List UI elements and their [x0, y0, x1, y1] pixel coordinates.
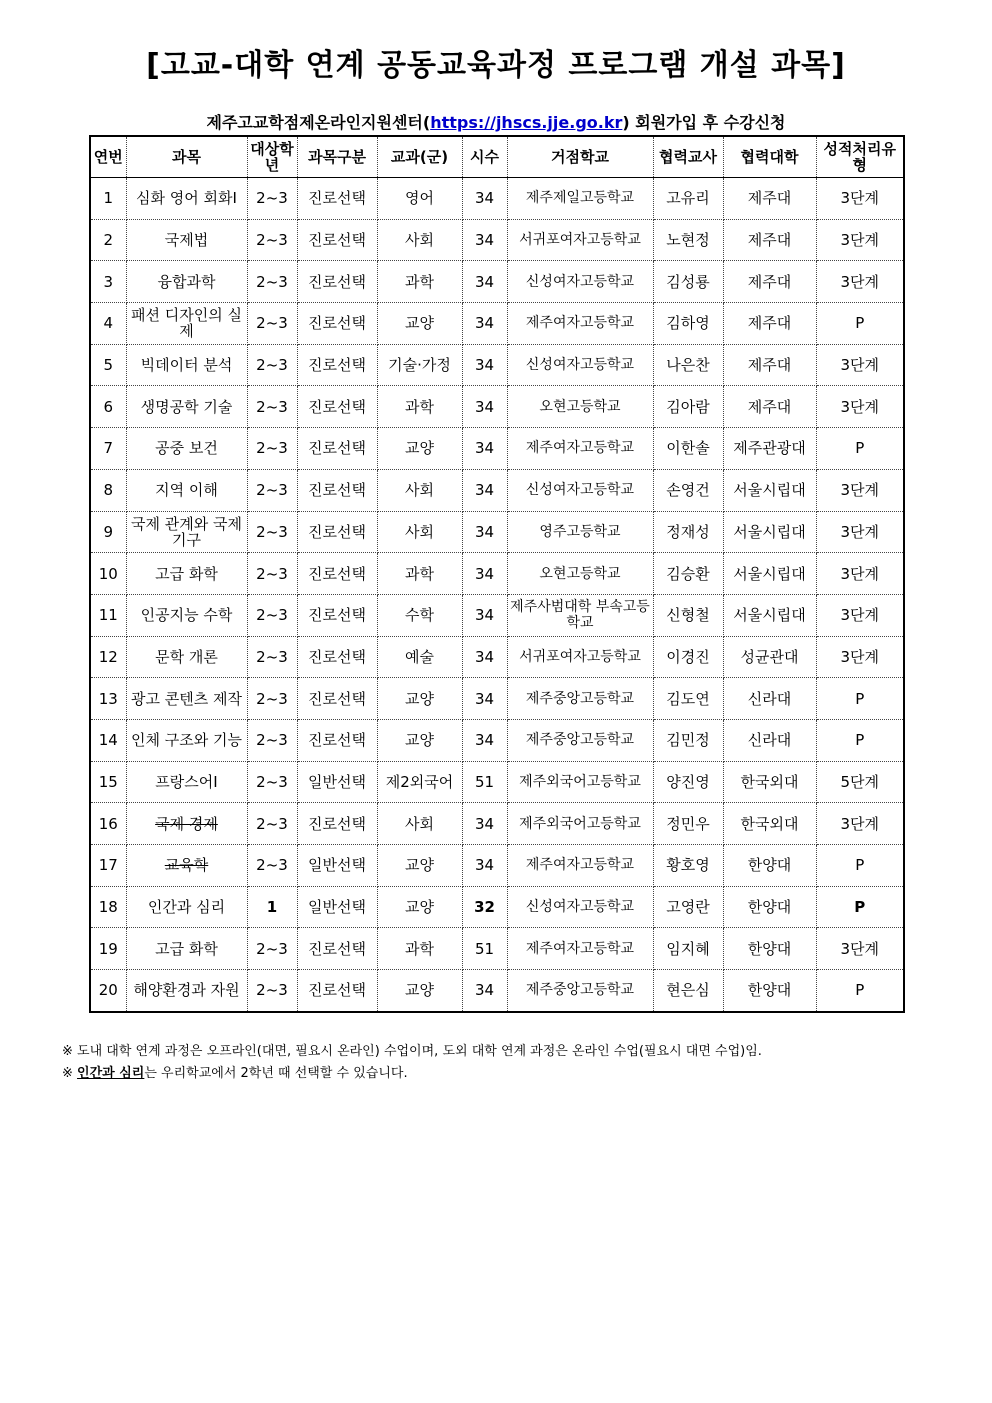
row-hours: 51: [462, 761, 507, 803]
row-subject: 융합과학: [126, 261, 247, 303]
row-field: 교양: [377, 719, 462, 761]
instruction-prefix: 제주고교학점제온라인지원센터(: [206, 113, 431, 132]
table-row: [90, 511, 904, 553]
table-header-row: [90, 136, 904, 178]
row-school: 신성여자고등학교: [507, 469, 653, 511]
row-grading: P: [816, 428, 904, 470]
row-hours: 34: [462, 261, 507, 303]
row-grading: 3단계: [816, 553, 904, 595]
table-row: [90, 553, 904, 595]
row-category: 진로선택: [297, 636, 377, 678]
row-grade: 2~3: [247, 719, 297, 761]
row-subject: 지역 이해: [126, 469, 247, 511]
row-teacher: 손영건: [653, 469, 723, 511]
row-field: 사회: [377, 469, 462, 511]
row-hours: 34: [462, 386, 507, 428]
row-university: 한양대: [723, 970, 816, 1012]
row-school: 제주중앙고등학교: [507, 678, 653, 720]
table-row: [90, 219, 904, 261]
table-row: [90, 594, 904, 636]
registration-instruction: [0, 110, 992, 133]
row-field: 영어: [377, 178, 462, 220]
row-grade: 2~3: [247, 303, 297, 345]
row-grading: 3단계: [816, 178, 904, 220]
row-university: 제주대: [723, 344, 816, 386]
note-delivery: ※ 도내 대학 연계 과정은 오프라인(대면, 필요시 온라인) 수업이며, 도외 대학 연계 과정은 온라인 수업(필요시 대면 수업)임.: [62, 1044, 762, 1059]
row-hours: 34: [462, 719, 507, 761]
row-hours: 34: [462, 428, 507, 470]
row-grading: 3단계: [816, 219, 904, 261]
row-grade: 2~3: [247, 594, 297, 636]
row-no: 4: [90, 303, 126, 345]
row-grading: P: [816, 886, 904, 928]
row-category: 진로선택: [297, 511, 377, 553]
row-field: 과학: [377, 928, 462, 970]
row-no: 10: [90, 553, 126, 595]
row-no: 17: [90, 845, 126, 887]
row-school: 제주중앙고등학교: [507, 719, 653, 761]
row-grading: 3단계: [816, 594, 904, 636]
table-row: [90, 344, 904, 386]
row-field: 기술·가정: [377, 344, 462, 386]
table-row: [90, 261, 904, 303]
row-grading: 3단계: [816, 261, 904, 303]
row-category: 진로선택: [297, 219, 377, 261]
row-grading: 3단계: [816, 511, 904, 553]
row-grade: 2~3: [247, 386, 297, 428]
row-grading: P: [816, 678, 904, 720]
header-university: 협력대학: [723, 136, 816, 178]
row-no: 13: [90, 678, 126, 720]
header-grade: 대상학년: [247, 136, 297, 178]
row-grade: 2~3: [247, 970, 297, 1012]
row-field: 과학: [377, 261, 462, 303]
row-no: 12: [90, 636, 126, 678]
row-no: 15: [90, 761, 126, 803]
row-no: 1: [90, 178, 126, 220]
row-category: 일반선택: [297, 845, 377, 887]
row-school: 제주여자고등학교: [507, 303, 653, 345]
row-no: 7: [90, 428, 126, 470]
row-grade: 2~3: [247, 344, 297, 386]
row-hours: 34: [462, 469, 507, 511]
row-university: 한양대: [723, 928, 816, 970]
row-hours: 34: [462, 845, 507, 887]
row-grading: P: [816, 303, 904, 345]
row-subject: 프랑스어Ⅰ: [126, 761, 247, 803]
course-table: [89, 135, 905, 1013]
row-no: 9: [90, 511, 126, 553]
row-university: 서울시립대: [723, 553, 816, 595]
row-school: 오현고등학교: [507, 553, 653, 595]
row-grade: 1: [247, 886, 297, 928]
row-university: 성균관대: [723, 636, 816, 678]
header-hours: 시수: [462, 136, 507, 178]
row-field: 수학: [377, 594, 462, 636]
row-grading: 3단계: [816, 636, 904, 678]
row-category: 진로선택: [297, 344, 377, 386]
row-category: 진로선택: [297, 469, 377, 511]
row-field: 교양: [377, 678, 462, 720]
row-grading: 3단계: [816, 928, 904, 970]
row-category: 진로선택: [297, 970, 377, 1012]
row-field: 제2외국어: [377, 761, 462, 803]
header-field: 교과(군): [377, 136, 462, 178]
row-hours: 34: [462, 219, 507, 261]
row-category: 진로선택: [297, 678, 377, 720]
row-hours: 34: [462, 803, 507, 845]
row-subject: 인간과 심리: [126, 886, 247, 928]
row-subject: 생명공학 기술: [126, 386, 247, 428]
row-subject: 국제 경제: [126, 803, 247, 845]
row-university: 제주대: [723, 386, 816, 428]
row-subject: 빅데이터 분석: [126, 344, 247, 386]
row-subject: 국제법: [126, 219, 247, 261]
row-category: 진로선택: [297, 803, 377, 845]
table-row: [90, 678, 904, 720]
table-row: [90, 970, 904, 1012]
row-hours: 51: [462, 928, 507, 970]
table-row: [90, 928, 904, 970]
row-school: 서귀포여자고등학교: [507, 219, 653, 261]
header-subject: 과목: [126, 136, 247, 178]
row-field: 예술: [377, 636, 462, 678]
row-hours: 34: [462, 970, 507, 1012]
table-row: [90, 719, 904, 761]
row-subject: 고급 화학: [126, 553, 247, 595]
row-teacher: 임지혜: [653, 928, 723, 970]
row-field: 사회: [377, 219, 462, 261]
row-category: 진로선택: [297, 594, 377, 636]
row-university: 제주관광대: [723, 428, 816, 470]
row-university: 제주대: [723, 261, 816, 303]
row-no: 3: [90, 261, 126, 303]
course-rows: [90, 178, 904, 1012]
row-teacher: 김하영: [653, 303, 723, 345]
row-teacher: 고유리: [653, 178, 723, 220]
table-row: [90, 803, 904, 845]
row-category: 진로선택: [297, 261, 377, 303]
row-school: 제주외국어고등학교: [507, 761, 653, 803]
header-teacher: 협력교사: [653, 136, 723, 178]
row-school: 제주여자고등학교: [507, 928, 653, 970]
row-subject: 패션 디자인의 실제: [126, 303, 247, 345]
header-category: 과목구분: [297, 136, 377, 178]
row-category: 진로선택: [297, 386, 377, 428]
row-teacher: 정민우: [653, 803, 723, 845]
row-field: 교양: [377, 886, 462, 928]
header-school: 거점학교: [507, 136, 653, 178]
row-teacher: 노현정: [653, 219, 723, 261]
row-category: 진로선택: [297, 553, 377, 595]
row-school: 신성여자고등학교: [507, 344, 653, 386]
row-grading: P: [816, 719, 904, 761]
row-hours: 34: [462, 178, 507, 220]
row-teacher: 현은심: [653, 970, 723, 1012]
row-field: 교양: [377, 845, 462, 887]
row-field: 교양: [377, 428, 462, 470]
row-no: 14: [90, 719, 126, 761]
row-field: 과학: [377, 553, 462, 595]
row-grading: 3단계: [816, 803, 904, 845]
row-school: 제주외국어고등학교: [507, 803, 653, 845]
row-field: 사회: [377, 511, 462, 553]
row-no: 16: [90, 803, 126, 845]
row-school: 제주중앙고등학교: [507, 970, 653, 1012]
row-teacher: 이경진: [653, 636, 723, 678]
row-grade: 2~3: [247, 678, 297, 720]
table-row: [90, 886, 904, 928]
row-subject: 공중 보건: [126, 428, 247, 470]
row-teacher: 정재성: [653, 511, 723, 553]
row-teacher: 김아람: [653, 386, 723, 428]
row-teacher: 신형철: [653, 594, 723, 636]
note2-highlight: 인간과 심리: [77, 1066, 145, 1081]
row-category: 진로선택: [297, 178, 377, 220]
table-row: [90, 303, 904, 345]
row-no: 19: [90, 928, 126, 970]
row-university: 한국외대: [723, 803, 816, 845]
row-category: 일반선택: [297, 886, 377, 928]
row-hours: 34: [462, 344, 507, 386]
row-teacher: 황호영: [653, 845, 723, 887]
row-teacher: 김승환: [653, 553, 723, 595]
row-grade: 2~3: [247, 511, 297, 553]
row-subject: 심화 영어 회화Ⅰ: [126, 178, 247, 220]
row-category: 진로선택: [297, 928, 377, 970]
row-teacher: 김민정: [653, 719, 723, 761]
row-grading: P: [816, 970, 904, 1012]
row-teacher: 나은찬: [653, 344, 723, 386]
table-row: [90, 469, 904, 511]
row-grade: 2~3: [247, 845, 297, 887]
row-hours: 34: [462, 511, 507, 553]
row-grading: 3단계: [816, 469, 904, 511]
row-no: 6: [90, 386, 126, 428]
instruction-suffix: ) 회원가입 후 수강신청: [622, 113, 786, 132]
row-school: 신성여자고등학교: [507, 886, 653, 928]
row-no: 20: [90, 970, 126, 1012]
row-no: 5: [90, 344, 126, 386]
table-row: [90, 178, 904, 220]
row-university: 서울시립대: [723, 511, 816, 553]
row-no: 2: [90, 219, 126, 261]
header-grading: 성적처리유형: [816, 136, 904, 178]
row-grade: 2~3: [247, 928, 297, 970]
row-hours: 34: [462, 594, 507, 636]
row-field: 교양: [377, 970, 462, 1012]
row-grading: 3단계: [816, 344, 904, 386]
row-grade: 2~3: [247, 636, 297, 678]
table-row: [90, 636, 904, 678]
row-school: 영주고등학교: [507, 511, 653, 553]
row-teacher: 이한솔: [653, 428, 723, 470]
row-school: 신성여자고등학교: [507, 261, 653, 303]
row-teacher: 김도연: [653, 678, 723, 720]
row-grade: 2~3: [247, 761, 297, 803]
row-hours: 34: [462, 678, 507, 720]
row-grade: 2~3: [247, 553, 297, 595]
note-elective: [62, 1062, 408, 1081]
row-school: 제주여자고등학교: [507, 845, 653, 887]
row-subject: 인체 구조와 기능: [126, 719, 247, 761]
row-hours: 34: [462, 303, 507, 345]
row-school: 제주제일고등학교: [507, 178, 653, 220]
row-grade: 2~3: [247, 261, 297, 303]
row-grading: 3단계: [816, 386, 904, 428]
row-university: 서울시립대: [723, 594, 816, 636]
row-school: 오현고등학교: [507, 386, 653, 428]
row-subject: 광고 콘텐츠 제작: [126, 678, 247, 720]
row-school: 제주사범대학 부속고등학교: [507, 594, 653, 636]
row-university: 신라대: [723, 719, 816, 761]
note2-prefix: ※: [62, 1066, 78, 1081]
row-subject: 교육학: [126, 845, 247, 887]
header-no: 연번: [90, 136, 126, 178]
table-row: [90, 386, 904, 428]
row-subject: 국제 관계와 국제기구: [126, 511, 247, 553]
row-category: 진로선택: [297, 428, 377, 470]
row-grading: 5단계: [816, 761, 904, 803]
row-teacher: 양진영: [653, 761, 723, 803]
table-row: [90, 428, 904, 470]
row-grade: 2~3: [247, 803, 297, 845]
row-university: 한양대: [723, 845, 816, 887]
row-university: 제주대: [723, 219, 816, 261]
row-field: 과학: [377, 386, 462, 428]
row-university: 서울시립대: [723, 469, 816, 511]
page-title: [고교-대학 연계 공동교육과정 프로그램 개설 과목]: [146, 48, 846, 83]
table-row: [90, 845, 904, 887]
row-grade: 2~3: [247, 469, 297, 511]
row-category: 진로선택: [297, 719, 377, 761]
note2-suffix: 는 우리학교에서 2학년 때 선택할 수 있습니다.: [144, 1066, 408, 1081]
row-field: 교양: [377, 303, 462, 345]
row-category: 진로선택: [297, 303, 377, 345]
row-university: 제주대: [723, 178, 816, 220]
row-hours: 34: [462, 553, 507, 595]
row-hours: 34: [462, 636, 507, 678]
row-no: 18: [90, 886, 126, 928]
row-subject: 해양환경과 자원: [126, 970, 247, 1012]
center-website-link[interactable]: https://jhscs.jje.go.kr: [430, 113, 623, 132]
row-school: 제주여자고등학교: [507, 428, 653, 470]
row-subject: 문학 개론: [126, 636, 247, 678]
row-no: 8: [90, 469, 126, 511]
row-field: 사회: [377, 803, 462, 845]
table-row: [90, 761, 904, 803]
row-university: 신라대: [723, 678, 816, 720]
row-subject: 인공지능 수학: [126, 594, 247, 636]
row-grade: 2~3: [247, 178, 297, 220]
row-grade: 2~3: [247, 428, 297, 470]
row-teacher: 고영란: [653, 886, 723, 928]
row-school: 서귀포여자고등학교: [507, 636, 653, 678]
row-grade: 2~3: [247, 219, 297, 261]
row-teacher: 김성룡: [653, 261, 723, 303]
row-university: 한국외대: [723, 761, 816, 803]
row-subject: 고급 화학: [126, 928, 247, 970]
row-university: 한양대: [723, 886, 816, 928]
row-university: 제주대: [723, 303, 816, 345]
row-no: 11: [90, 594, 126, 636]
row-hours: 32: [462, 886, 507, 928]
row-category: 일반선택: [297, 761, 377, 803]
row-grading: P: [816, 845, 904, 887]
